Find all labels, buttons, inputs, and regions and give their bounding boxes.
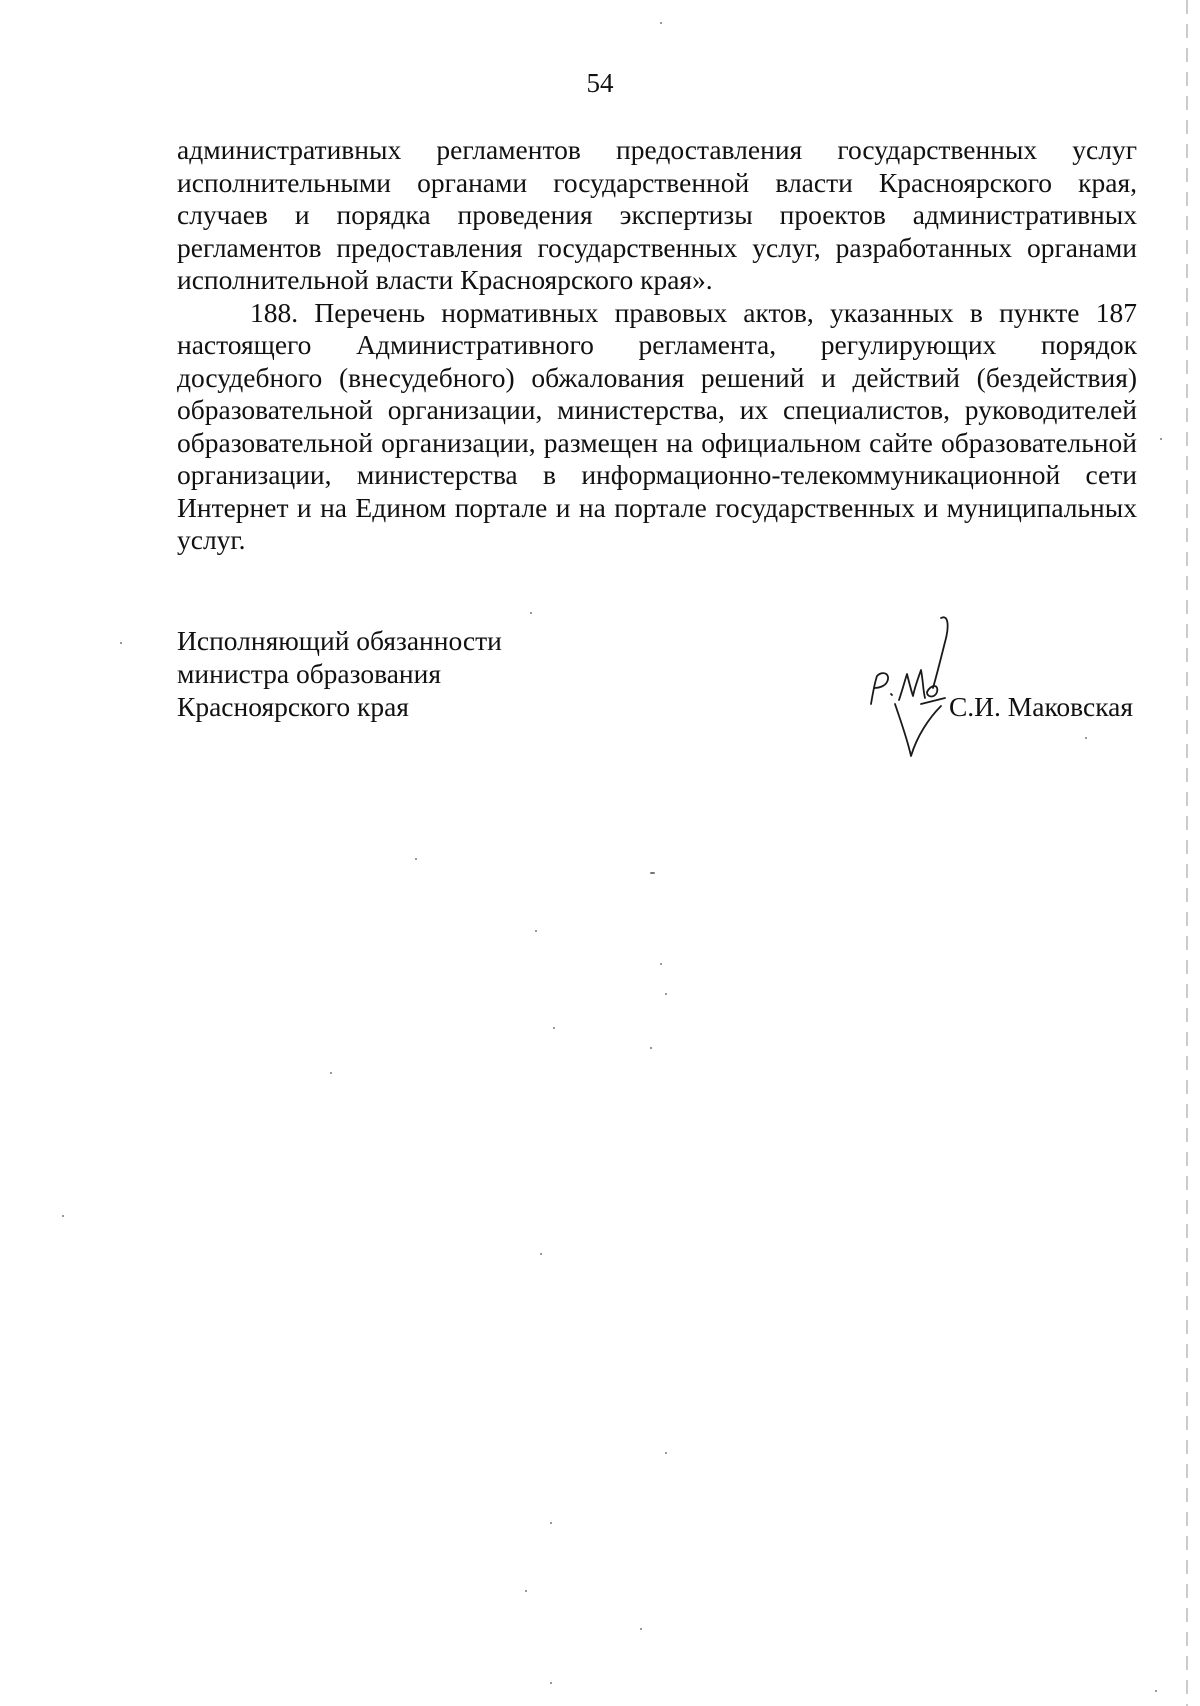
page-number: 54 xyxy=(586,68,614,98)
scan-speck xyxy=(550,1522,552,1524)
scan-speck xyxy=(540,1253,542,1255)
scan-speck xyxy=(660,963,662,965)
scan-speck xyxy=(640,1628,642,1630)
scan-edge-line xyxy=(1186,0,1188,1706)
scan-speck xyxy=(415,858,417,860)
scan-speck xyxy=(1155,1690,1157,1692)
position-line: министра образования xyxy=(177,658,442,689)
document-body xyxy=(177,134,1137,557)
position-line: Исполняющий обязанности xyxy=(177,625,502,656)
signature-block xyxy=(177,624,1137,764)
scan-speck xyxy=(660,22,662,24)
scan-speck xyxy=(525,1590,527,1592)
scan-speck xyxy=(553,1027,555,1029)
scan-speck xyxy=(1085,737,1087,739)
scan-speck xyxy=(650,872,655,874)
signer-name: С.И. Маковская xyxy=(948,691,1133,722)
scan-speck xyxy=(665,993,667,995)
scan-speck xyxy=(1160,438,1162,440)
scan-speck xyxy=(550,1682,552,1684)
scan-speck xyxy=(650,1047,652,1049)
scan-speck xyxy=(530,612,532,614)
signatory-position xyxy=(177,624,502,723)
scan-speck xyxy=(120,642,122,644)
scan-speck xyxy=(535,930,537,932)
handwritten-signature xyxy=(857,612,967,762)
position-line: Красноярского края xyxy=(177,691,409,722)
paragraph-188: 188. Перечень нормативных правовых актов, указанных в пункте 187 настоящего Административного регламента, регулирующих порядок досудебного (внесудебного) обжалования решений и действий (бездействия) образовательной организации, министерства, их специалистов, руководителей образовательной организации, размещен на официальном сайте образовательной организации, министерства в информационно-телекоммуникационной сети Интернет и на Едином портале и на портале государственных и муниципальных услуг. xyxy=(177,296,1137,555)
paragraph-continuation: административных регламентов предоставления государственных услуг исполнительными органами государственной власти Красноярского края, случаев и порядка проведения экспертизы проектов административных регламентов предоставления государственных услуг, разработанных органами исполнительной власти Красноярского края». xyxy=(177,134,1137,295)
scan-speck xyxy=(330,1072,332,1074)
scan-speck xyxy=(62,1215,64,1217)
scan-speck xyxy=(665,1452,667,1454)
